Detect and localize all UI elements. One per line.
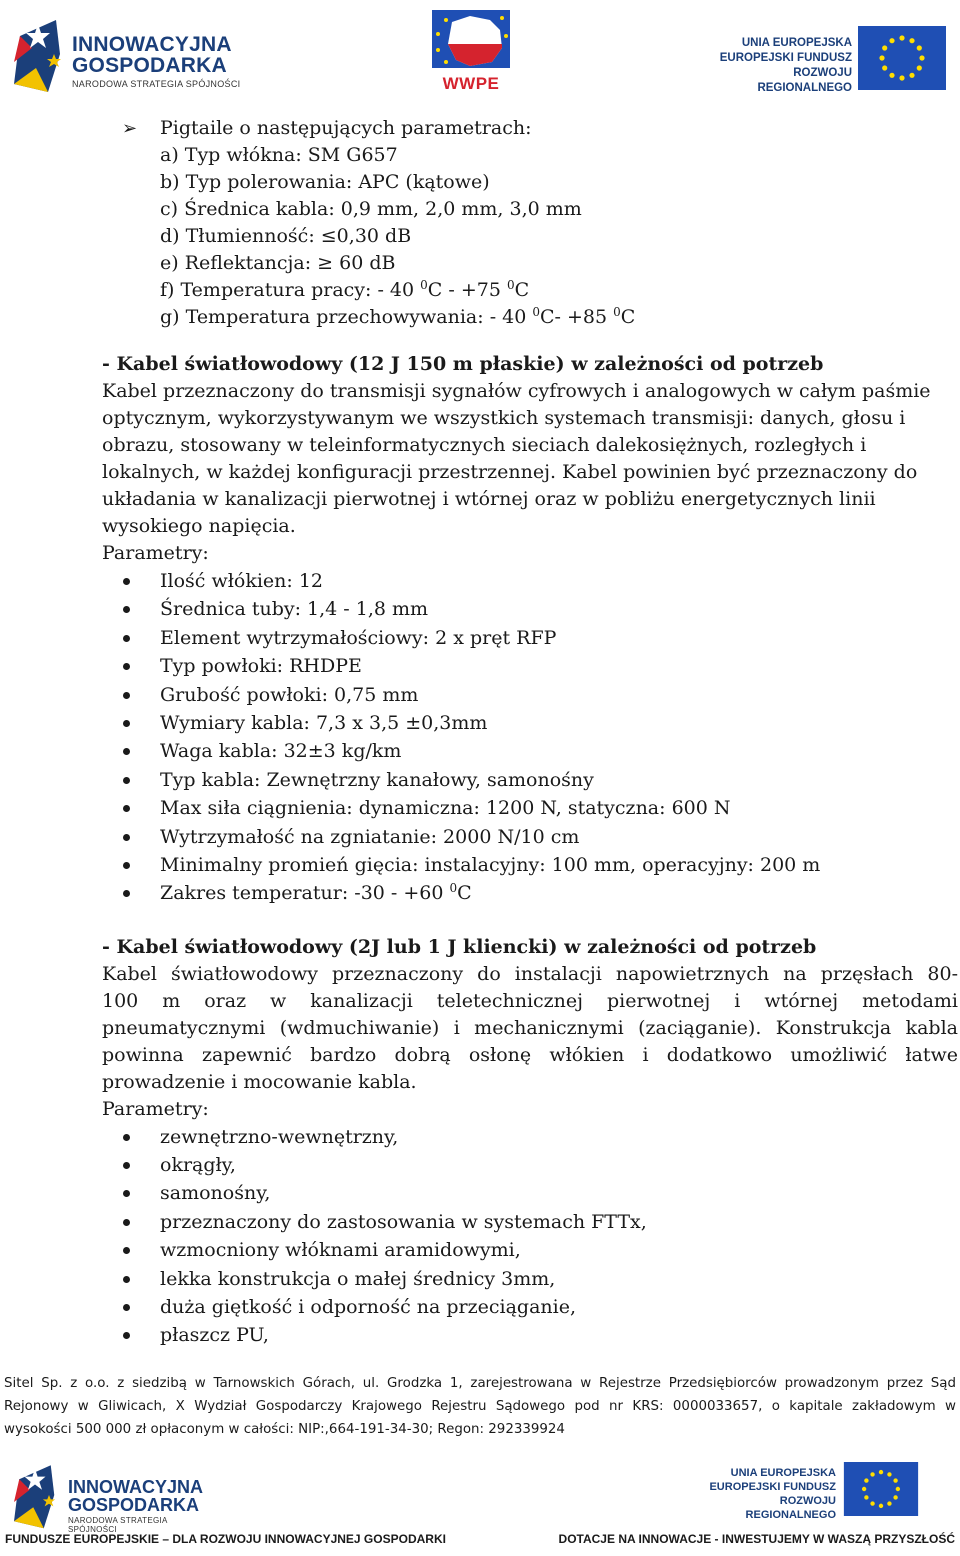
ig-star-emblem-icon: [10, 14, 66, 94]
section2-heading: - Kabel światłowodowy (2J lub 1 J kliencki) w zależności od potrzeb: [102, 935, 817, 958]
list-item: Max siła ciągnienia: dynamiczna: 1200 N, statyczna: 600 N: [102, 794, 958, 822]
ig-star-emblem-icon: [10, 1460, 60, 1530]
section1-paragraph-line: optycznym, wykorzystywanym we wszystkich systemach transmisji: danych, głosu i: [102, 407, 906, 429]
ue-logo-line3: ROZWOJU REGIONALNEGO: [757, 67, 852, 94]
footer-slogan-bar: [0, 1532, 960, 1550]
section2-params-label: Parametry:: [102, 1097, 209, 1120]
section2-paragraph-line: Kabel światłowodowy przeznaczony do instalacji napowietrznych na przęsłach 80-: [102, 962, 958, 985]
section2-paragraph-line: prowadzenie i mocowanie kabla.: [102, 1070, 417, 1093]
pigtail-item-temp-store: g) Temperatura przechowywania: - 40 $^0$C- +85 $^0$C: [160, 305, 636, 328]
pigtail-item-temp-work: f) Temperatura pracy: - 40 $^0$C - +75 $^0$C: [160, 278, 530, 301]
eu-flag-icon: [858, 26, 946, 90]
document-body: [102, 115, 958, 1350]
pigtail-item: e) Reflektancja: ≥ 60 dB: [160, 252, 396, 274]
ig-logo-subtitle: NARODOWA STRATEGIA SPÓJNOŚCI: [72, 79, 241, 89]
list-item: Element wytrzymałościowy: 2 x pręt RFP: [102, 624, 958, 652]
page-header: [0, 0, 960, 100]
list-item: duża giętkość i odporność na przeciąganie,: [102, 1293, 958, 1321]
section1-paragraph-line: obrazu, stosowany w teleinformatycznych sieciach dalekosiężnych, rozległych i: [102, 434, 867, 456]
list-item-temp-range: Zakres temperatur: -30 - +60 $^0$C: [102, 879, 958, 907]
footer-slogan-left: FUNDUSZE EUROPEJSKIE – DLA ROZWOJU INNOWACYJNEJ GOSPODARKI: [5, 1532, 446, 1546]
section2-params-list: [102, 1123, 958, 1350]
eu-flag-icon: [842, 1462, 920, 1516]
footer-innowacyjna-gospodarka-logo: [10, 1460, 210, 1534]
list-item: Typ powłoki: RHDPE: [102, 652, 958, 680]
list-item: Średnica tuby: 1,4 - 1,8 mm: [102, 595, 958, 623]
company-info-line: Sitel Sp. z o.o. z siedzibą w Tarnowskich Górach, ul. Grodzka 1, zarejestrowana w Rejestrze Przedsiębiorców prowadzonym przez Sąd: [4, 1376, 956, 1391]
ue-logo-line2: EUROPEJSKI FUNDUSZ: [709, 1481, 836, 1493]
section2-paragraph-line: 100 m oraz w kanalizacji teletechnicznej pierwotnej i wtórnej metodami: [102, 989, 958, 1012]
company-info-footer: [4, 1372, 956, 1441]
list-item: Typ kabla: Zewnętrzny kanałowy, samonośny: [102, 766, 958, 794]
list-item: płaszcz PU,: [102, 1321, 958, 1349]
pigtail-item: c) Średnica kabla: 0,9 mm, 2,0 mm, 3,0 mm: [160, 198, 582, 220]
footer-unia-europejska-logo: [696, 1462, 926, 1521]
list-item: Waga kabla: 32±3 kg/km: [102, 737, 958, 765]
list-item: Ilość włókien: 12: [102, 567, 958, 595]
pigtail-item: b) Typ polerowania: APC (kątowe): [160, 171, 490, 193]
ig-logo-line2: GOSPODARKA: [72, 54, 227, 77]
list-item: Minimalny promień gięcia: instalacyjny: 100 mm, operacyjny: 200 m: [102, 851, 958, 879]
company-info-line: wysokości 500 000 zł opłaconym w całości: NIP:,664-191-34-30; Regon: 292339924: [4, 1422, 565, 1437]
ue-logo-line3: ROZWOJU REGIONALNEGO: [745, 1495, 836, 1521]
company-info-line: Rejonowy w Gliwicach, X Wydział Gospodarczy Krajowego Rejestru Sądowego pod nr KRS: 0000033657, o kapitale zakładowym w: [4, 1399, 956, 1414]
pigtail-item: d) Tłumienność: ≤0,30 dB: [160, 225, 412, 247]
list-item: samonośny,: [102, 1179, 958, 1207]
pigtail-intro: ➢ Pigtaile o następujących parametrach:: [102, 115, 958, 142]
list-item: Wymiary kabla: 7,3 x 3,5 ±0,3mm: [102, 709, 958, 737]
section1-paragraph-line: lokalnych, w każdej konfiguracji przestrzennej. Kabel powinien być przeznaczony do: [102, 461, 918, 483]
list-item: przeznaczony do zastosowania w systemach FTTx,: [102, 1208, 958, 1236]
unia-europejska-logo: [706, 26, 946, 92]
ue-logo-line1: UNIA EUROPEJSKA: [730, 1467, 836, 1479]
section1-params-label: Parametry:: [102, 542, 209, 564]
arrow-bullet-icon: ➢: [122, 118, 138, 139]
ue-logo-line2: EUROPEJSKI FUNDUSZ: [719, 52, 852, 64]
ig-logo-line1: INNOWACYJNA: [68, 1477, 204, 1497]
section1-paragraph-line: Kabel przeznaczony do transmisji sygnałów cyfrowych i analogowych w całym paśmie: [102, 380, 931, 402]
section1-params-list: [102, 567, 958, 908]
ig-logo-line1: INNOWACYJNA: [72, 33, 232, 56]
section2-paragraph-line: pneumatycznymi (wdmuchiwanie) i mechanicznymi (zaciąganie). Konstrukcja kabla: [102, 1016, 958, 1039]
wwpe-logo-text: WWPE: [442, 74, 500, 93]
ig-logo-line2: GOSPODARKA: [68, 1495, 200, 1515]
ue-logo-line1: UNIA EUROPEJSKA: [741, 37, 852, 49]
wwpe-logo: [430, 8, 512, 94]
list-item: okrągły,: [102, 1151, 958, 1179]
pigtail-item: a) Typ włókna: SM G657: [160, 144, 398, 166]
list-item: lekka konstrukcja o małej średnicy 3mm,: [102, 1265, 958, 1293]
footer-slogan-right: DOTACJE NA INNOWACJE - INWESTUJEMY W WASZĄ PRZYSZŁOŚĆ: [558, 1532, 955, 1546]
section1-paragraph-line: układania w kanalizacji pierwotnej i wtórnej oraz w pobliżu energetycznych linii: [102, 488, 876, 510]
poland-eu-map-icon: [430, 8, 512, 72]
list-item: zewnętrzno-wewnętrzny,: [102, 1123, 958, 1151]
section1-paragraph-line: wysokiego napięcia.: [102, 515, 296, 537]
list-item: wzmocniony włóknami aramidowymi,: [102, 1236, 958, 1264]
list-item: Grubość powłoki: 0,75 mm: [102, 681, 958, 709]
list-item: Wytrzymałość na zgniatanie: 2000 N/10 cm: [102, 823, 958, 851]
section1-heading: - Kabel światłowodowy (12 J 150 m płaskie) w zależności od potrzeb: [102, 353, 824, 375]
ig-logo-subtitle: NARODOWA STRATEGIA SPÓJNOŚCI: [68, 1516, 168, 1534]
section2-paragraph-line: powinna zapewnić bardzo dobrą osłonę włókien i dodatkowo umożliwić łatwe: [102, 1043, 958, 1066]
innowacyjna-gospodarka-logo: [10, 12, 250, 94]
